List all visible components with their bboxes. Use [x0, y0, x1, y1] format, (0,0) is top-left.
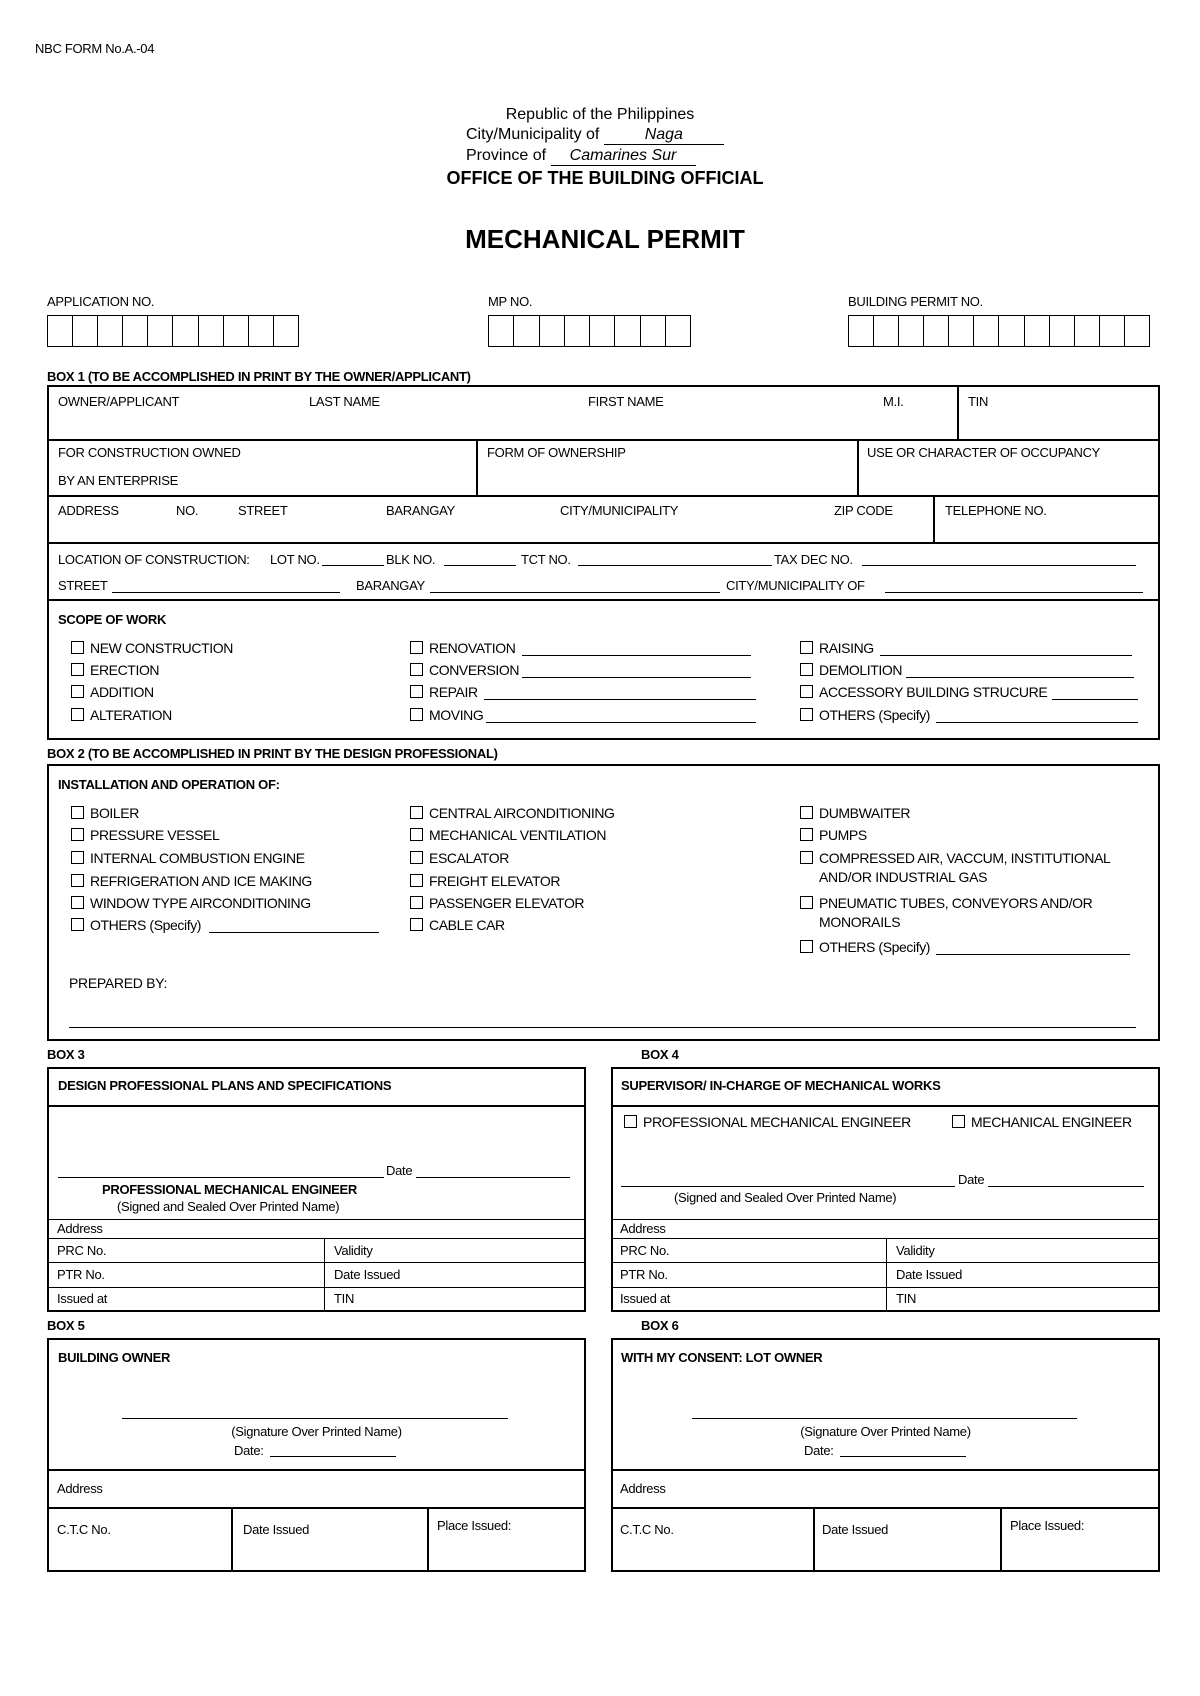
owner-tin-label: TIN — [968, 394, 989, 409]
install-boiler[interactable]: BOILER — [71, 805, 139, 821]
install-compressed-air[interactable]: COMPRESSED AIR, VACCUM, INSTITUTIONAL — [800, 850, 1110, 866]
install-freight-elevator[interactable]: FREIGHT ELEVATOR — [410, 873, 560, 889]
install-pressure-vessel[interactable]: PRESSURE VESSEL — [71, 827, 219, 843]
loc-city-label: CITY/MUNICIPALITY OF — [726, 578, 865, 593]
loc-street-field[interactable] — [112, 592, 340, 593]
install-dumbwaiter[interactable]: DUMBWAITER — [800, 805, 910, 821]
blk-no-field[interactable] — [444, 565, 516, 566]
box3-prc-label: PRC No. — [57, 1243, 107, 1258]
install-pumps[interactable]: PUMPS — [800, 827, 867, 843]
moving-field[interactable] — [486, 722, 756, 723]
conversion-field[interactable] — [522, 677, 751, 678]
checkbox[interactable] — [410, 896, 423, 909]
installation-heading: INSTALLATION AND OPERATION OF: — [58, 777, 280, 792]
first-name-label: FIRST NAME — [588, 394, 664, 409]
checkbox[interactable] — [410, 851, 423, 864]
box4-heading: SUPERVISOR/ IN-CHARGE OF MECHANICAL WORKS — [621, 1078, 941, 1093]
owner-applicant-label: OWNER/APPLICANT — [58, 394, 180, 409]
page-title: MECHANICAL PERMIT — [465, 224, 745, 254]
checkbox[interactable] — [71, 874, 84, 887]
checkbox[interactable] — [410, 685, 423, 698]
city-line — [466, 126, 724, 145]
address-no-label: NO. — [176, 503, 199, 518]
checkbox[interactable] — [71, 851, 84, 864]
box6-heading: WITH MY CONSENT: LOT OWNER — [621, 1350, 823, 1365]
telephone-label: TELEPHONE NO. — [945, 503, 1047, 518]
tct-no-label: TCT NO. — [521, 552, 571, 567]
checkbox[interactable] — [410, 641, 423, 654]
renovation-field[interactable] — [522, 655, 751, 656]
box4-issued-at-label: Issued at — [620, 1291, 671, 1306]
prepared-by-field[interactable] — [69, 1027, 1136, 1028]
city-value: Naga — [604, 126, 724, 145]
last-name-label: LAST NAME — [309, 394, 380, 409]
box5-date-label: Date: — [234, 1443, 264, 1458]
install-central-aircon[interactable]: CENTRAL AIRCONDITIONING — [410, 805, 615, 821]
box4-date-field[interactable] — [988, 1186, 1144, 1187]
checkbox[interactable] — [800, 828, 813, 841]
checkbox[interactable] — [952, 1115, 965, 1128]
for-construction-label-1: FOR CONSTRUCTION OWNED — [58, 445, 241, 460]
repair-field[interactable] — [484, 699, 756, 700]
box5-place-issued-label: Place Issued: — [437, 1518, 512, 1533]
checkbox[interactable] — [71, 828, 84, 841]
box4-address-label: Address — [620, 1221, 666, 1236]
tax-dec-no-field[interactable] — [862, 565, 1136, 566]
box5-heading: BUILDING OWNER — [58, 1350, 171, 1365]
raising-field[interactable] — [880, 655, 1132, 656]
checkbox[interactable] — [71, 806, 84, 819]
box6-place-issued-label: Place Issued: — [1010, 1518, 1085, 1533]
republic-line: Republic of the Philippines — [505, 106, 695, 123]
scope-of-work-heading: SCOPE OF WORK — [58, 612, 167, 627]
box4-signature-field[interactable] — [621, 1186, 955, 1187]
box4-professional-mech-engineer[interactable]: PROFESSIONAL MECHANICAL ENGINEER — [624, 1114, 911, 1130]
box6-signature-label: (Signature Over Printed Name) — [800, 1424, 971, 1439]
scope-erection[interactable]: ERECTION — [71, 662, 159, 678]
checkbox[interactable] — [800, 641, 813, 654]
install-others-col1[interactable]: OTHERS (Specify) — [71, 917, 201, 933]
box4-date-label: Date — [958, 1172, 985, 1187]
checkbox[interactable] — [624, 1115, 637, 1128]
install-pneumatic-line2: MONORAILS — [819, 914, 901, 930]
checkbox[interactable] — [410, 874, 423, 887]
scope-conversion[interactable]: CONVERSION — [410, 662, 519, 678]
mp-no-label: MP NO. — [488, 294, 533, 309]
install-compressed-air-line2: AND/OR INDUSTRIAL GAS — [819, 869, 988, 885]
form-of-ownership-label: FORM OF OWNERSHIP — [487, 445, 626, 460]
box4-tin-label: TIN — [896, 1291, 917, 1306]
box3-heading: DESIGN PROFESSIONAL PLANS AND SPECIFICATIONS — [58, 1078, 392, 1093]
checkbox[interactable] — [410, 828, 423, 841]
lot-no-label: LOT NO. — [270, 552, 320, 567]
scope-accessory-building[interactable]: ACCESSORY BUILDING STRUCURE — [800, 684, 1047, 700]
city-label: City/Municipality of — [466, 126, 600, 143]
box5-signature-label: (Signature Over Printed Name) — [231, 1424, 402, 1439]
application-no-label: APPLICATION NO. — [47, 294, 155, 309]
blk-no-label: BLK NO. — [386, 552, 436, 567]
lot-no-field[interactable] — [322, 565, 384, 566]
box3-signature-field[interactable] — [58, 1177, 384, 1178]
checkbox[interactable] — [410, 806, 423, 819]
install-others-col3[interactable]: OTHERS (Specify) — [800, 939, 930, 955]
scope-others[interactable]: OTHERS (Specify) — [800, 707, 930, 723]
checkbox[interactable] — [71, 685, 84, 698]
checkbox[interactable] — [410, 663, 423, 676]
form-number: NBC FORM No.A.-04 — [35, 41, 155, 56]
box5-date-field[interactable] — [270, 1456, 396, 1457]
checkbox[interactable] — [71, 641, 84, 654]
box4-validity-label: Validity — [896, 1243, 935, 1258]
checkbox[interactable] — [800, 851, 813, 864]
loc-barangay-label: BARANGAY — [356, 578, 425, 593]
loc-barangay-field[interactable] — [430, 592, 720, 593]
box2-heading: BOX 2 (TO BE ACCOMPLISHED IN PRINT BY THE DESIGN PROFESSIONAL) — [47, 746, 498, 761]
box5-ctc-label: C.T.C No. — [57, 1522, 111, 1537]
install-mechanical-ventilation[interactable]: MECHANICAL VENTILATION — [410, 827, 606, 843]
box3-address-label: Address — [57, 1221, 103, 1236]
building-permit-no-cells[interactable] — [848, 315, 1150, 347]
box6-date-label: Date: — [804, 1443, 834, 1458]
zip-code-label: ZIP CODE — [834, 503, 893, 518]
scope-new-construction[interactable]: NEW CONSTRUCTION — [71, 640, 233, 656]
box6-date-field[interactable] — [840, 1456, 966, 1457]
scope-addition[interactable]: ADDITION — [71, 684, 154, 700]
for-construction-label-2: BY AN ENTERPRISE — [58, 473, 178, 488]
install-others-col1-field[interactable] — [209, 932, 379, 933]
install-internal-combustion[interactable]: INTERNAL COMBUSTION ENGINE — [71, 850, 305, 866]
tax-dec-no-label: TAX DEC NO. — [774, 552, 853, 567]
checkbox[interactable] — [71, 708, 84, 721]
install-window-aircon[interactable]: WINDOW TYPE AIRCONDITIONING — [71, 895, 311, 911]
location-label: LOCATION OF CONSTRUCTION: — [58, 552, 250, 567]
use-or-character-label: USE OR CHARACTER OF OCCUPANCY — [867, 445, 1101, 460]
box6-date-issued-label: Date Issued — [822, 1522, 889, 1537]
checkbox[interactable] — [410, 918, 423, 931]
scope-raising[interactable]: RAISING — [800, 640, 874, 656]
province-value: Camarines Sur — [551, 147, 696, 166]
mi-label: M.I. — [883, 394, 904, 409]
address-barangay-label: BARANGAY — [386, 503, 455, 518]
box6-signature-field[interactable] — [692, 1418, 1077, 1419]
accessory-building-field[interactable] — [1052, 699, 1138, 700]
box5-signature-field[interactable] — [122, 1418, 508, 1419]
install-cable-car[interactable]: CABLE CAR — [410, 917, 505, 933]
scope-renovation[interactable]: RENOVATION — [410, 640, 516, 656]
box3-date-issued-label: Date Issued — [334, 1267, 401, 1282]
box3-date-field[interactable] — [416, 1177, 570, 1178]
box4-prc-label: PRC No. — [620, 1243, 670, 1258]
box4-label: BOX 4 — [641, 1047, 679, 1062]
province-label: Province of — [466, 147, 547, 164]
checkbox[interactable] — [410, 708, 423, 721]
checkbox[interactable] — [800, 663, 813, 676]
box3-signed: (Signed and Sealed Over Printed Name) — [117, 1199, 340, 1214]
box5 — [47, 1338, 586, 1572]
mp-no-cells[interactable] — [488, 315, 691, 347]
box3-label: BOX 3 — [47, 1047, 85, 1062]
building-permit-no-label: BUILDING PERMIT NO. — [848, 294, 983, 309]
scope-repair[interactable]: REPAIR — [410, 684, 478, 700]
box5-date-issued-label: Date Issued — [243, 1522, 310, 1537]
address-label: ADDRESS — [58, 503, 119, 518]
scope-others-field[interactable] — [936, 722, 1138, 723]
address-street-label: STREET — [238, 503, 288, 518]
install-others-col3-field[interactable] — [936, 954, 1130, 955]
checkbox[interactable] — [800, 896, 813, 909]
province-line — [466, 147, 696, 166]
checkbox[interactable] — [800, 806, 813, 819]
demolition-field[interactable] — [906, 677, 1134, 678]
box6-label: BOX 6 — [641, 1318, 679, 1333]
scope-alteration[interactable]: ALTERATION — [71, 707, 172, 723]
box3-ptr-label: PTR No. — [57, 1267, 105, 1282]
box3-role: PROFESSIONAL MECHANICAL ENGINEER — [102, 1182, 358, 1197]
address-city-label: CITY/MUNICIPALITY — [560, 503, 679, 518]
office-title: OFFICE OF THE BUILDING OFFICIAL — [446, 168, 764, 188]
box3-issued-at-label: Issued at — [57, 1291, 108, 1306]
box6-address-label: Address — [620, 1481, 666, 1496]
box1-heading: BOX 1 (TO BE ACCOMPLISHED IN PRINT BY THE OWNER/APPLICANT) — [47, 369, 471, 384]
prepared-by-label: PREPARED BY: — [69, 975, 168, 991]
loc-city-field[interactable] — [885, 592, 1143, 593]
box4-mech-engineer[interactable]: MECHANICAL ENGINEER — [952, 1114, 1132, 1130]
tct-no-field[interactable] — [578, 565, 772, 566]
checkbox[interactable] — [800, 708, 813, 721]
install-passenger-elevator[interactable]: PASSENGER ELEVATOR — [410, 895, 584, 911]
checkbox[interactable] — [71, 896, 84, 909]
box3-date-label: Date — [386, 1163, 413, 1178]
box5-label: BOX 5 — [47, 1318, 85, 1333]
box3-validity-label: Validity — [334, 1243, 373, 1258]
scope-demolition[interactable]: DEMOLITION — [800, 662, 902, 678]
box4-signed: (Signed and Sealed Over Printed Name) — [674, 1190, 897, 1205]
checkbox[interactable] — [71, 918, 84, 931]
box5-address-label: Address — [57, 1481, 103, 1496]
scope-moving[interactable]: MOVING — [410, 707, 483, 723]
box4-ptr-label: PTR No. — [620, 1267, 668, 1282]
install-pneumatic-tubes[interactable]: PNEUMATIC TUBES, CONVEYORS AND/OR — [800, 895, 1092, 911]
loc-street-label: STREET — [58, 578, 108, 593]
checkbox[interactable] — [800, 940, 813, 953]
box3-tin-label: TIN — [334, 1291, 355, 1306]
checkbox[interactable] — [71, 663, 84, 676]
install-refrigeration[interactable]: REFRIGERATION AND ICE MAKING — [71, 873, 312, 889]
application-no-cells[interactable] — [47, 315, 299, 347]
install-escalator[interactable]: ESCALATOR — [410, 850, 509, 866]
box4-date-issued-label: Date Issued — [896, 1267, 963, 1282]
checkbox[interactable] — [800, 685, 813, 698]
box6-ctc-label: C.T.C No. — [620, 1522, 674, 1537]
